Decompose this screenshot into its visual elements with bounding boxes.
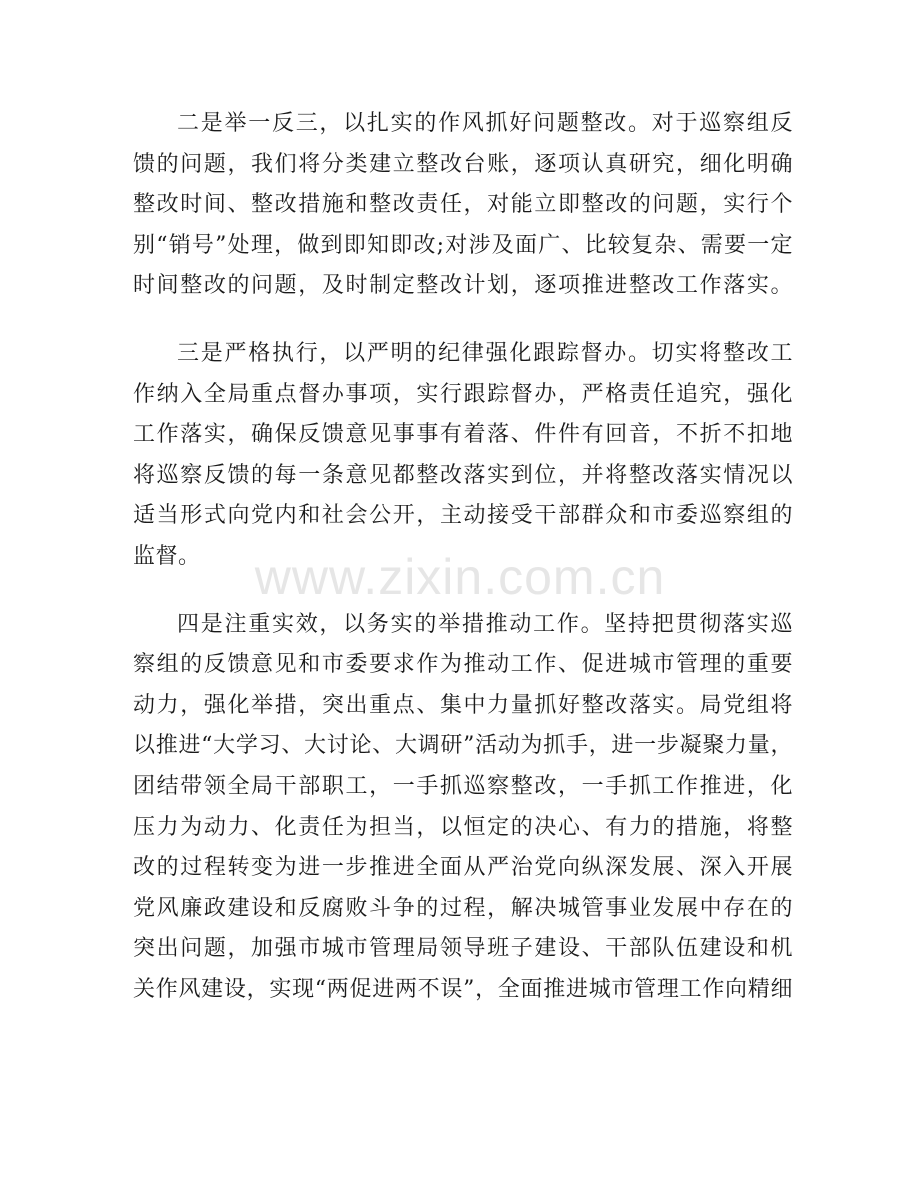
text-line: 四是注重实效，以务实的举措推动工作。坚持把贯彻落实巡 — [177, 611, 793, 637]
text-line: 突出问题，加强市城市管理局领导班子建设、干部队伍建设和机 — [133, 936, 793, 962]
text-line: 监督。 — [133, 543, 201, 569]
text-line: 以推进“大学习、大讨论、大调研”活动为抓手，进一步凝聚力量， — [133, 733, 793, 759]
text-line: 动力，强化举措，突出重点、集中力量抓好整改落实。局党组将 — [133, 692, 793, 718]
text-line: 团结带领全局干部职工，一手抓巡察整改，一手抓工作推进，化 — [133, 773, 793, 799]
text-line: 将巡察反馈的每一条意见都整改落实到位，并将整改落实情况以 — [133, 462, 793, 488]
document-body — [133, 104, 793, 1037]
text-line: 改的过程转变为进一步推进全面从严治党向纵深发展、深入开展 — [133, 855, 793, 881]
text-line: 别“销号”处理，做到即知即改;对涉及面广、比较复杂、需要一定 — [133, 232, 793, 258]
text-line: 作纳入全局重点督办事项，实行跟踪督办，严格责任追究，强化 — [133, 381, 793, 407]
text-line: 二是举一反三，以扎实的作风抓好问题整改。对于巡察组反 — [177, 111, 793, 136]
paragraph-4 — [133, 605, 793, 1011]
text-line: 适当形式向党内和社会公开，主动接受干部群众和市委巡察组的 — [133, 503, 793, 529]
text-line: 党风廉政建设和反腐败斗争的过程，解决城管事业发展中存在的 — [133, 895, 793, 921]
text-line: 馈的问题，我们将分类建立整改台账，逐项认真研究，细化明确 — [133, 151, 793, 177]
text-line: 察组的反馈意见和市委要求作为推动工作、促进城市管理的重要 — [133, 652, 793, 678]
text-line: 关作风建设，实现“两促进两不误”，全面推进城市管理工作向精细 — [133, 976, 793, 1002]
text-line: 整改时间、整改措施和整改责任，对能立即整改的问题，实行个 — [133, 192, 793, 218]
paragraph-3 — [133, 334, 793, 578]
paragraph-2 — [133, 104, 793, 307]
watermark: www.zixin.com.cn — [254, 549, 666, 605]
text-line: 三是严格执行，以严明的纪律强化跟踪督办。切实将整改工 — [177, 340, 793, 366]
text-line: 压力为动力、化责任为担当，以恒定的决心、有力的措施，将整 — [133, 814, 793, 840]
text-line: 时间整改的问题，及时制定整改计划，逐项推进整改工作落实。 — [133, 273, 793, 299]
text-line: 工作落实，确保反馈意见事事有着落、件件有回音，不折不扣地 — [133, 422, 793, 448]
